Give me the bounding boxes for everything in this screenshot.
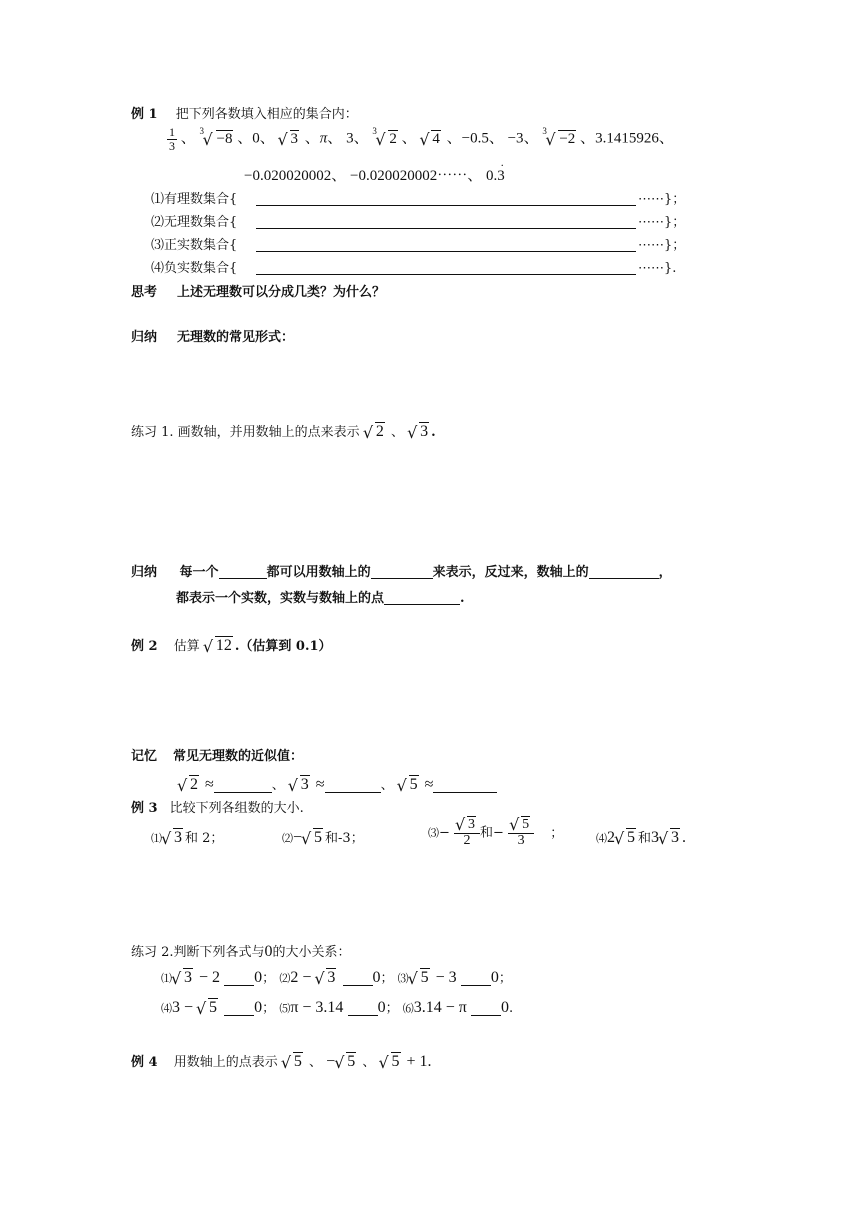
- compare-blank-1[interactable]: [224, 972, 254, 986]
- compare-blank-4[interactable]: [224, 1002, 254, 1016]
- example-3-item-2: ⑵−√ 5 和-3；: [282, 830, 364, 846]
- decimal-1: −0.020020002: [244, 168, 332, 184]
- sqrt-12: √ 12: [204, 638, 233, 654]
- blank-sqrt5[interactable]: [433, 776, 497, 793]
- sqrt-3: √ 3: [408, 424, 429, 440]
- example-3-item-4: ⑷2√ 5 和3√ 3 .: [596, 830, 686, 846]
- blank-1[interactable]: [219, 565, 267, 579]
- three: 3: [346, 130, 354, 147]
- cube-root-2: √ 3 2: [372, 132, 398, 147]
- set-positive-real-blank[interactable]: [256, 251, 636, 252]
- blank-3[interactable]: [589, 565, 659, 579]
- neg-3: −3: [507, 130, 524, 147]
- memory-values: √ 2 ≈ 、 √ 3 ≈ 、 √ 5 ≈: [178, 776, 497, 793]
- blank-4[interactable]: [384, 591, 460, 605]
- sqrt-3: √ 3: [279, 132, 300, 147]
- example-3-item-1: ⑴√ 3 和 2；: [151, 830, 223, 846]
- compare-blank-2[interactable]: [343, 972, 373, 986]
- sqrt-2: √ 2: [178, 777, 199, 793]
- set-positive-real: ⑶正实数集合{: [151, 238, 238, 253]
- induction-1-heading: 归纳 无理数的常见形式：: [131, 330, 295, 345]
- set-irrational-end: ⋯⋯}；: [638, 215, 686, 230]
- decimal-2: −0.020020002⋯⋯: [349, 168, 468, 184]
- compare-blank-3[interactable]: [461, 972, 491, 986]
- blank-2[interactable]: [371, 565, 433, 579]
- example-1-heading: [131, 108, 358, 121]
- set-rational-blank[interactable]: [256, 205, 636, 206]
- example-1-text: 把下列各数填入相应的集合内：: [175, 107, 358, 122]
- cube-root-neg2: √ 3 −2: [542, 132, 576, 147]
- practice-2-row-1: ⑴√ 3 − 2 0； ⑵2 − √ 3 0； ⑶√ 5 − 3 0；: [161, 970, 512, 986]
- practice-1: 练习 1. 画数轴，并用数轴上的点来表示 √ 2 、 √ 3 .: [131, 424, 436, 440]
- example-1-numbers-line1: $\frac{1}{3}$ 、 √ 3 −8 、0、 √ 3 、π、 3、 √ 3 2 、 √ 4 、−0.5、 −3、 √ 3 −2 、3.1415926、: [167, 126, 674, 152]
- example-1-numbers-line2: −0.020020002、 −0.020020002⋯⋯、 0.3 ·: [244, 169, 505, 184]
- example-2: 例 2 估算 √ 12 .（估算到 0.1）: [131, 638, 332, 654]
- think-heading: 思考 上述无理数可以分成几类？为什么？: [131, 285, 386, 300]
- sqrt-5-plus-1: √ 5: [380, 1054, 401, 1070]
- neg-sqrt-5: √ 5: [335, 1054, 356, 1070]
- sqrt-5: √ 5: [398, 777, 419, 793]
- sqrt-4: √ 4: [420, 132, 441, 147]
- sqrt-5: √ 5: [282, 1054, 303, 1070]
- induction-2-line1: 归纳 每一个 都可以用数轴上的 来表示，反过来，数轴上的 ，: [131, 565, 672, 580]
- cube-root-neg8: √ 3 −8: [200, 132, 234, 147]
- practice-2-heading: 练习 2.判断下列各式与0的大小关系：: [131, 943, 351, 960]
- repeating-decimal: 0.3 ·: [486, 168, 505, 184]
- pi: π: [319, 130, 328, 147]
- blank-sqrt3[interactable]: [325, 776, 381, 793]
- compare-blank-6[interactable]: [471, 1002, 501, 1016]
- example-3: 例 3 比较下列各组数的大小.: [131, 801, 304, 816]
- set-irrational: ⑵无理数集合{: [151, 215, 238, 230]
- neg-0-5: −0.5: [461, 130, 489, 147]
- induction-2-line2: 都表示一个实数，实数与数轴上的点 .: [176, 591, 465, 606]
- set-negative-real: ⑷负实数集合{: [151, 261, 238, 276]
- compare-blank-5[interactable]: [348, 1002, 378, 1016]
- set-positive-real-end: ⋯⋯}；: [638, 238, 686, 253]
- fraction-one-third: $\frac{1}{3}$: [169, 125, 175, 153]
- example-4: 例 4 用数轴上的点表示 √ 5 、 −√ 5 、 √ 5 + 1.: [131, 1054, 432, 1070]
- set-negative-real-end: ⋯⋯}.: [638, 261, 677, 276]
- set-negative-real-blank[interactable]: [256, 274, 636, 275]
- pi-approx: 3.1415926: [595, 130, 659, 147]
- set-irrational-blank[interactable]: [256, 228, 636, 229]
- memory-heading: 记忆 常见无理数的近似值：: [131, 749, 304, 764]
- practice-2-row-2: ⑷3 − √ 5 0； ⑸π − 3.14 0； ⑹3.14 − π 0.: [161, 1000, 513, 1016]
- sqrt-3: √ 3: [289, 777, 310, 793]
- example-1-label: 例 1: [131, 107, 158, 122]
- blank-sqrt2[interactable]: [214, 776, 272, 793]
- zero: 0: [252, 130, 260, 147]
- example-3-item-3: ⑶− √ $\frac{3}{2}$ 和− √ $\frac{5}{3}$ ；: [428, 818, 563, 848]
- set-rational-end: ⋯⋯}；: [638, 192, 686, 207]
- set-rational: ⑴有理数集合{: [151, 192, 238, 207]
- sqrt-2: √ 2: [364, 424, 385, 440]
